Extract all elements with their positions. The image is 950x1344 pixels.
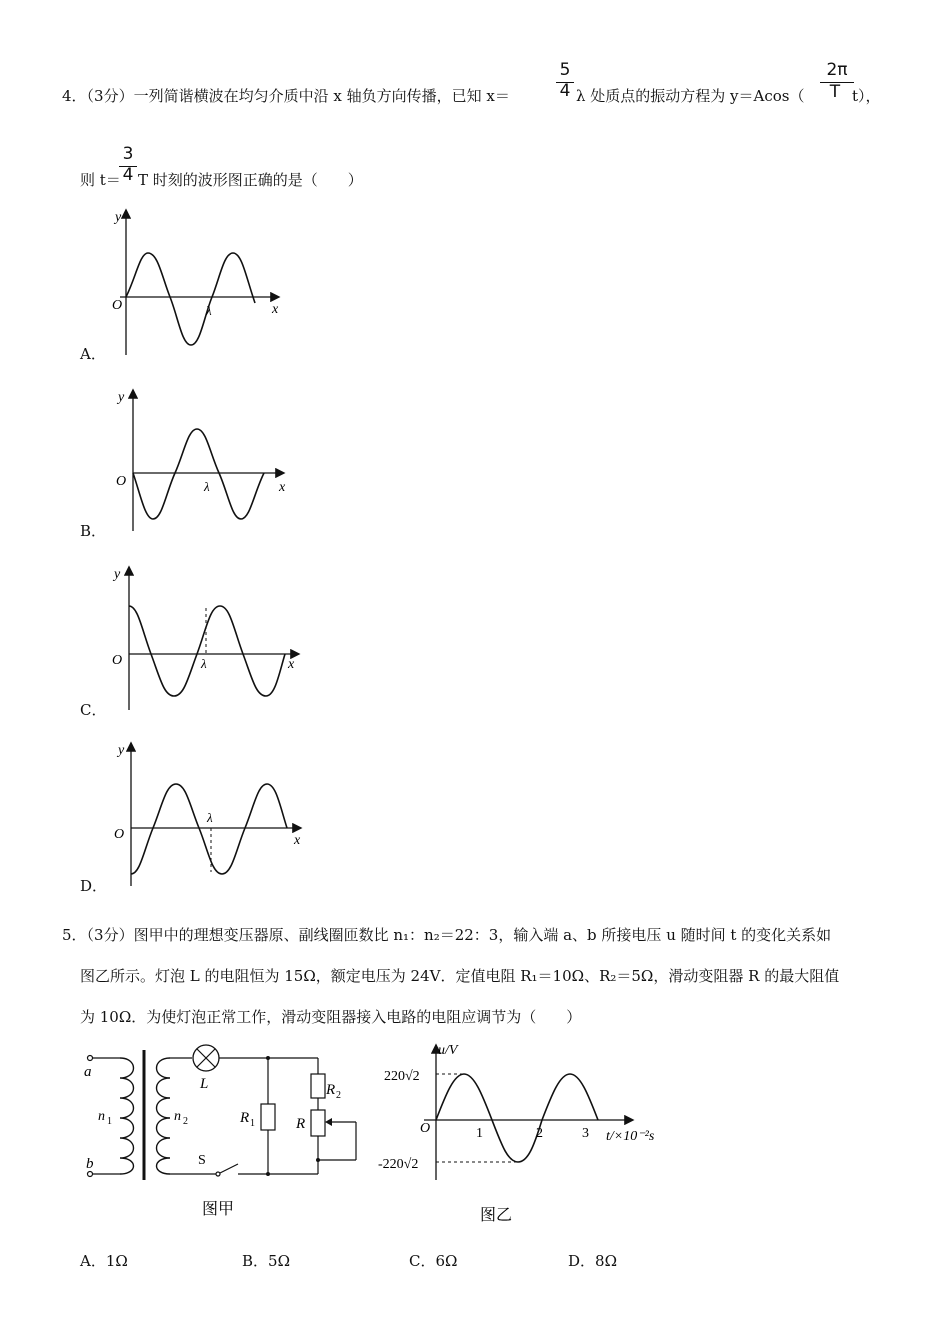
option-d-label[interactable]: D． — [80, 877, 108, 895]
q5-number: 5． — [62, 926, 87, 944]
q4-frac2-num: 2π — [826, 60, 848, 80]
choice-d-value: 8Ω — [595, 1252, 618, 1270]
terminal-b-label: b — [86, 1156, 94, 1172]
choice-b-value: 5Ω — [268, 1252, 291, 1270]
n1-subscript: 1 — [107, 1116, 112, 1127]
graph-caption: 图乙 — [480, 1207, 513, 1224]
option-b-graph — [100, 385, 300, 535]
a-x-label: x — [272, 302, 279, 317]
b-x-label: x — [279, 480, 286, 495]
option-b-label[interactable]: B． — [80, 522, 107, 540]
q5-line1-text: 图甲中的理想变压器原、副线圈匝数比 n₁：n₂＝22：3，输入端 a、b 所接电压 u 随时间 t 的变化关系如 — [133, 926, 832, 944]
r1-subscript: 1 — [250, 1118, 255, 1129]
choice-b-label: B． — [242, 1252, 269, 1270]
d-x-label: x — [294, 833, 301, 848]
b-origin-label: O — [116, 474, 127, 489]
q4-number: 4． — [62, 87, 87, 105]
graph-x-label: t/×10⁻²s — [606, 1129, 655, 1144]
q5-line1 — [62, 925, 831, 945]
lamp-label: L — [200, 1076, 209, 1092]
voltage-time-graph — [376, 1040, 676, 1230]
b-y-label: y — [118, 390, 125, 405]
option-c-graph — [100, 562, 305, 714]
q5-score: （3分） — [86, 926, 134, 944]
q4-frac3-num: 3 — [122, 144, 134, 164]
q4-line2-a: 则 t＝ — [80, 171, 121, 189]
q4-frac2-den: T — [829, 82, 841, 102]
q4-frac1-den: 4 — [559, 81, 571, 101]
graph-y-label: u/V — [438, 1043, 458, 1058]
option-d-graph — [100, 738, 310, 890]
c-y-label: y — [114, 567, 121, 582]
n2-subscript: 2 — [183, 1116, 188, 1127]
a-lambda-label: λ — [206, 303, 212, 318]
r2-label: R — [326, 1082, 336, 1098]
q5-line2: 图乙所示。灯泡 L 的电阻恒为 15Ω，额定电压为 24V．定值电阻 R₁＝10Ω、R₂＝5Ω，滑动变阻器 R 的最大阻值 — [80, 967, 840, 985]
r2-subscript: 2 — [336, 1090, 341, 1101]
q5-line3: 为 10Ω．为使灯泡正常工作，滑动变阻器接入电路的电阻应调节为（ ） — [80, 1008, 582, 1026]
choice-d[interactable] — [568, 1251, 617, 1271]
c-origin-label: O — [112, 653, 123, 668]
choice-a-label: A． — [80, 1252, 106, 1270]
graph-tick-1: 1 — [476, 1126, 483, 1141]
graph-pos-peak-label: 220√2 — [384, 1069, 420, 1084]
choice-b[interactable] — [242, 1251, 290, 1271]
choice-c[interactable] — [409, 1251, 457, 1271]
choice-a-value: 1Ω — [105, 1252, 128, 1270]
terminal-a-label: a — [84, 1064, 92, 1080]
n1-label: n — [98, 1109, 105, 1124]
graph-tick-2: 2 — [536, 1126, 543, 1141]
option-a-label[interactable]: A． — [80, 345, 106, 363]
n2-label: n — [174, 1109, 181, 1124]
q4-first-line — [62, 86, 510, 106]
graph-origin-label: O — [420, 1121, 431, 1136]
c-x-label: x — [288, 657, 295, 672]
q4-stem-c: t）， — [852, 87, 881, 105]
q4-score: （3分） — [86, 87, 134, 105]
graph-tick-3: 3 — [582, 1126, 589, 1141]
choice-d-label: D． — [568, 1252, 596, 1270]
q4-stem-a: 一列简谐横波在均匀介质中沿 x 轴负方向传播，已知 x＝ — [133, 87, 510, 105]
d-lambda-label: λ — [207, 810, 213, 825]
choice-c-value: 6Ω — [435, 1252, 458, 1270]
choice-a[interactable] — [80, 1251, 128, 1271]
a-y-label: y — [115, 210, 122, 225]
b-lambda-label: λ — [204, 479, 210, 494]
q4-stem-b: λ 处质点的振动方程为 y＝Acos（ — [576, 87, 805, 105]
r1-label: R — [240, 1110, 250, 1126]
a-origin-label: O — [112, 298, 123, 313]
switch-label: S — [198, 1153, 206, 1168]
option-c-label[interactable]: C． — [80, 701, 107, 719]
c-lambda-label: λ — [201, 656, 207, 671]
circuit-diagram — [80, 1040, 370, 1225]
d-y-label: y — [118, 743, 125, 758]
option-a-graph — [100, 205, 300, 360]
rheostat-label: R — [296, 1116, 306, 1132]
d-origin-label: O — [114, 827, 125, 842]
q4-frac3-den: 4 — [122, 165, 134, 185]
graph-neg-peak-label: -220√2 — [378, 1157, 419, 1172]
q4-line2-b: T 时刻的波形图正确的是（ ） — [138, 171, 363, 189]
q4-frac1-num: 5 — [559, 60, 571, 80]
choice-c-label: C． — [409, 1252, 436, 1270]
circuit-caption: 图甲 — [202, 1201, 235, 1218]
